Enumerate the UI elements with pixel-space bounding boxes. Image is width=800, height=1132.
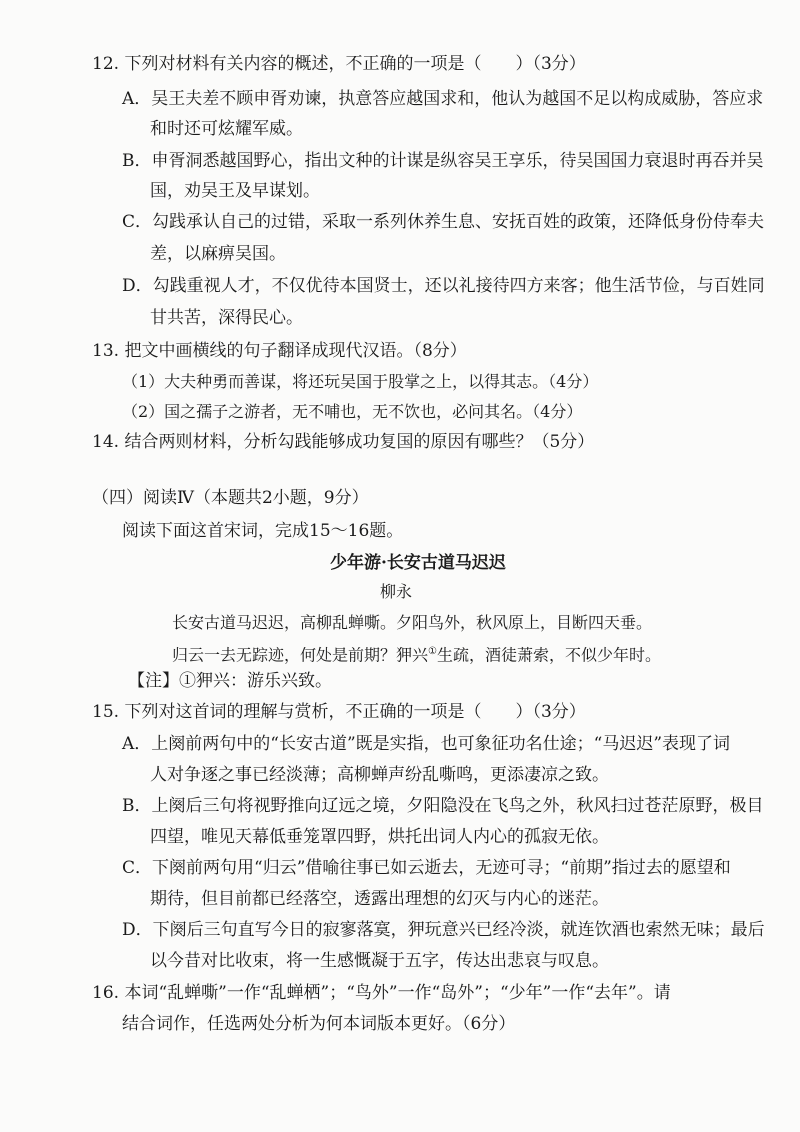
poem-line-2-part-a: 归云一去无踪迹，何处是前期？狎兴 [172, 645, 429, 665]
q15-stem: 15. 下列对这首词的理解与赏析，不正确的一项是（ ）（3分） [92, 702, 586, 722]
q12-option-a-line1: A．吴王夫差不顾申胥劝谏，执意答应越国求和，他认为越国不足以构成威胁，答应求 [122, 89, 764, 109]
q15-option-d-line1: D．下阕后三句直写今日的寂寥落寞，狎玩意兴已经冷淡，就连饮酒也索然无味；最后 [122, 920, 765, 940]
q13-stem: 13. 把文中画横线的句子翻译成现代汉语。（8分） [92, 341, 467, 361]
q13-sentence-2: （2）国之孺子之游者，无不哺也，无不饮也，必问其名。（4分） [122, 402, 583, 421]
poem-line-2-part-b: 生疏，酒徒萧索，不似少年时。 [436, 645, 661, 665]
q15-option-c-line2: 期待，但目前都已经落空，透露出理想的幻灭与内心的迷茫。 [150, 889, 609, 909]
q15-option-d-line2: 以今昔对比收束，将一生感慨凝于五字，传达出悲哀与叹息。 [150, 951, 609, 971]
q14-stem: 14. 结合两则材料，分析勾践能够成功复国的原因有哪些？（5分） [92, 432, 595, 452]
q12-option-a-line2: 和时还可炫耀军威。 [150, 119, 303, 139]
q15-option-b-line1: B．上阕后三句将视野推向辽远之境，夕阳隐没在飞鸟之外，秋风扫过苍茫原野，极目 [122, 796, 764, 816]
poem-line-2 [172, 641, 661, 666]
section-heading: （四）阅读Ⅳ（本题共2小题，9分） [92, 488, 369, 508]
q12-option-b-line2: 国，劝吴王及早谋划。 [150, 181, 320, 201]
q12-option-c-line2: 差，以麻痹吴国。 [150, 244, 286, 264]
q13-sentence-1: （1）大夫种勇而善谋，将还玩吴国于股掌之上，以得其志。（4分） [122, 372, 599, 391]
section-intro: 阅读下面这首宋词，完成15～16题。 [122, 521, 404, 541]
poem-author: 柳永 [380, 582, 413, 601]
q12-option-d-line1: D．勾践重视人才，不仅优待本国贤士，还以礼接待四方来客；他生活节俭，与百姓同 [122, 276, 765, 296]
q16-line-1: 16. 本词“乱蝉嘶”一作“乱蝉栖”；“鸟外”一作“岛外”；“少年”一作“去年”。请 [92, 983, 671, 1003]
q12-option-d-line2: 甘共苦，深得民心。 [150, 308, 303, 328]
q15-option-c-line1: C．下阕前两句用“归云”借喻往事已如云逝去，无迹可寻；“前期”指过去的愿望和 [122, 858, 731, 878]
q12-option-c-line1: C．勾践承认自己的过错，采取一系列休养生息、安抚百姓的政策，还降低身份侍奉夫 [122, 212, 765, 232]
poem-title: 少年游·长安古道马迟迟 [330, 553, 506, 573]
q12-option-b-line1: B．申胥洞悉越国野心，指出文种的计谋是纵容吴王享乐，待吴国国力衰退时再吞并吴 [122, 151, 764, 171]
q15-option-a-line1: A．上阕前两句中的“长安古道”既是实指，也可象征功名仕途；“马迟迟”表现了词 [122, 734, 731, 754]
q15-option-b-line2: 四望，唯见天幕低垂笼罩四野，烘托出词人内心的孤寂无依。 [150, 827, 609, 847]
q16-line-2: 结合词作，任选两处分析为何本词版本更好。（6分） [122, 1014, 516, 1034]
q12-stem: 12. 下列对材料有关内容的概述，不正确的一项是（ ）（3分） [92, 54, 586, 74]
poem-note: 【注】①狎兴：游乐兴致。 [128, 671, 332, 691]
poem-line-1: 长安古道马迟迟，高柳乱蝉嘶。夕阳鸟外，秋风原上，目断四天垂。 [172, 613, 653, 632]
q15-option-a-line2: 人对争逐之事已经淡薄；高柳蝉声纷乱嘶鸣，更添凄凉之致。 [150, 765, 609, 785]
footnote-marker: ① [428, 646, 437, 657]
